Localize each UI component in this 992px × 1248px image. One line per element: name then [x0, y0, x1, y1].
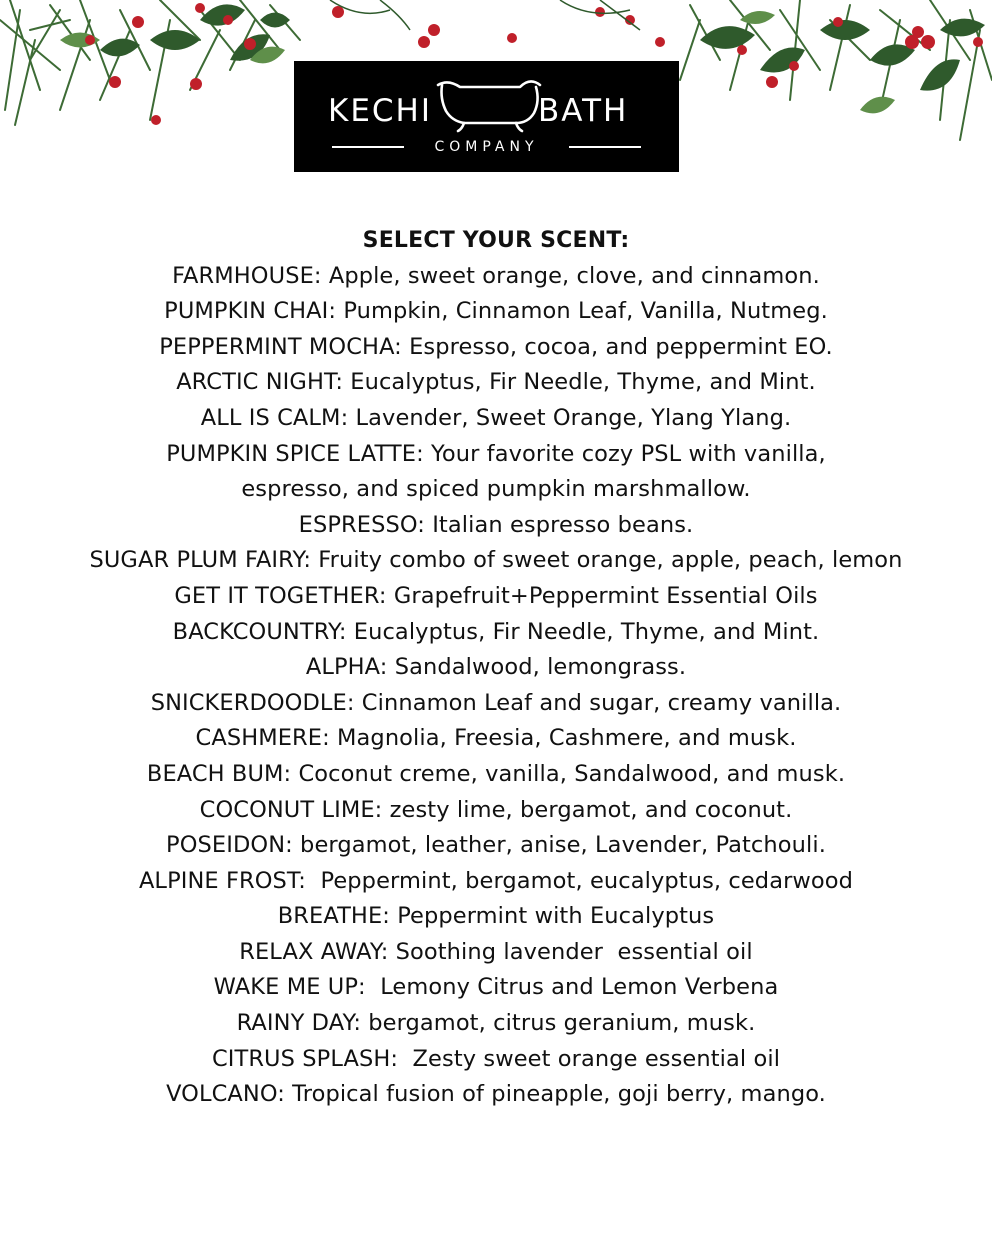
scent-line: COCONUT LIME: zesty lime, bergamot, and coconut. — [199, 796, 793, 823]
scent-line: BREATHE: Peppermint with Eucalyptus — [277, 903, 715, 930]
scent-line: SUGAR PLUM FAIRY: Fruity combo of sweet orange, apple, peach, lemon — [89, 547, 903, 574]
logo-divider-right — [569, 146, 641, 148]
scent-line: ALPINE FROST: Peppermint, bergamot, eucalyptus, cedarwood — [138, 867, 854, 894]
scent-line: WAKE ME UP: Lemony Citrus and Lemon Verbena — [213, 974, 779, 1001]
scent-line: espresso, and spiced pumpkin marshmallow. — [241, 476, 751, 503]
scent-line: PEPPERMINT MOCHA: Espresso, cocoa, and peppermint EO. — [159, 333, 833, 360]
logo-word-right: BATH — [538, 93, 629, 129]
scent-line: CITRUS SPLASH: Zesty sweet orange essential oil — [211, 1045, 781, 1072]
scent-line: RAINY DAY: bergamot, citrus geranium, musk. — [236, 1010, 756, 1037]
scent-lines — [0, 259, 992, 1113]
scent-heading: SELECT YOUR SCENT: — [362, 228, 630, 253]
scent-line: BEACH BUM: Coconut creme, vanilla, Sandalwood, and musk. — [146, 760, 846, 787]
scent-line: GET IT TOGETHER: Grapefruit+Peppermint Essential Oils — [174, 582, 818, 609]
scent-line: VOLCANO: Tropical fusion of pineapple, goji berry, mango. — [166, 1081, 826, 1108]
logo-word-left: KECHI — [328, 93, 433, 129]
scent-line: SNICKERDOODLE: Cinnamon Leaf and sugar, creamy vanilla. — [150, 689, 842, 716]
scent-line: CASHMERE: Magnolia, Freesia, Cashmere, and musk. — [195, 725, 797, 752]
logo-divider-left — [332, 146, 404, 148]
scent-line: BACKCOUNTRY: Eucalyptus, Fir Needle, Thyme, and Mint. — [172, 618, 820, 645]
scent-line: FARMHOUSE: Apple, sweet orange, clove, and cinnamon. — [172, 262, 820, 289]
scent-line: RELAX AWAY: Soothing lavender essential oil — [239, 938, 753, 965]
scent-line: PUMPKIN CHAI: Pumpkin, Cinnamon Leaf, Vanilla, Nutmeg. — [164, 298, 828, 325]
scent-line: PUMPKIN SPICE LATTE: Your favorite cozy PSL with vanilla, — [166, 440, 826, 467]
scent-list — [0, 223, 992, 1113]
clawfoot-bathtub-icon — [434, 73, 544, 133]
logo-subtitle: COMPANY — [434, 139, 539, 155]
scent-line: ARCTIC NIGHT: Eucalyptus, Fir Needle, Thyme, and Mint. — [176, 369, 816, 396]
scent-line: POSEIDON: bergamot, leather, anise, Lavender, Patchouli. — [166, 832, 826, 859]
brand-logo — [294, 61, 679, 172]
scent-line: ALL IS CALM: Lavender, Sweet Orange, Ylang Ylang. — [200, 404, 792, 431]
scent-line: ESPRESSO: Italian espresso beans. — [298, 511, 694, 538]
scent-line: ALPHA: Sandalwood, lemongrass. — [305, 654, 687, 681]
